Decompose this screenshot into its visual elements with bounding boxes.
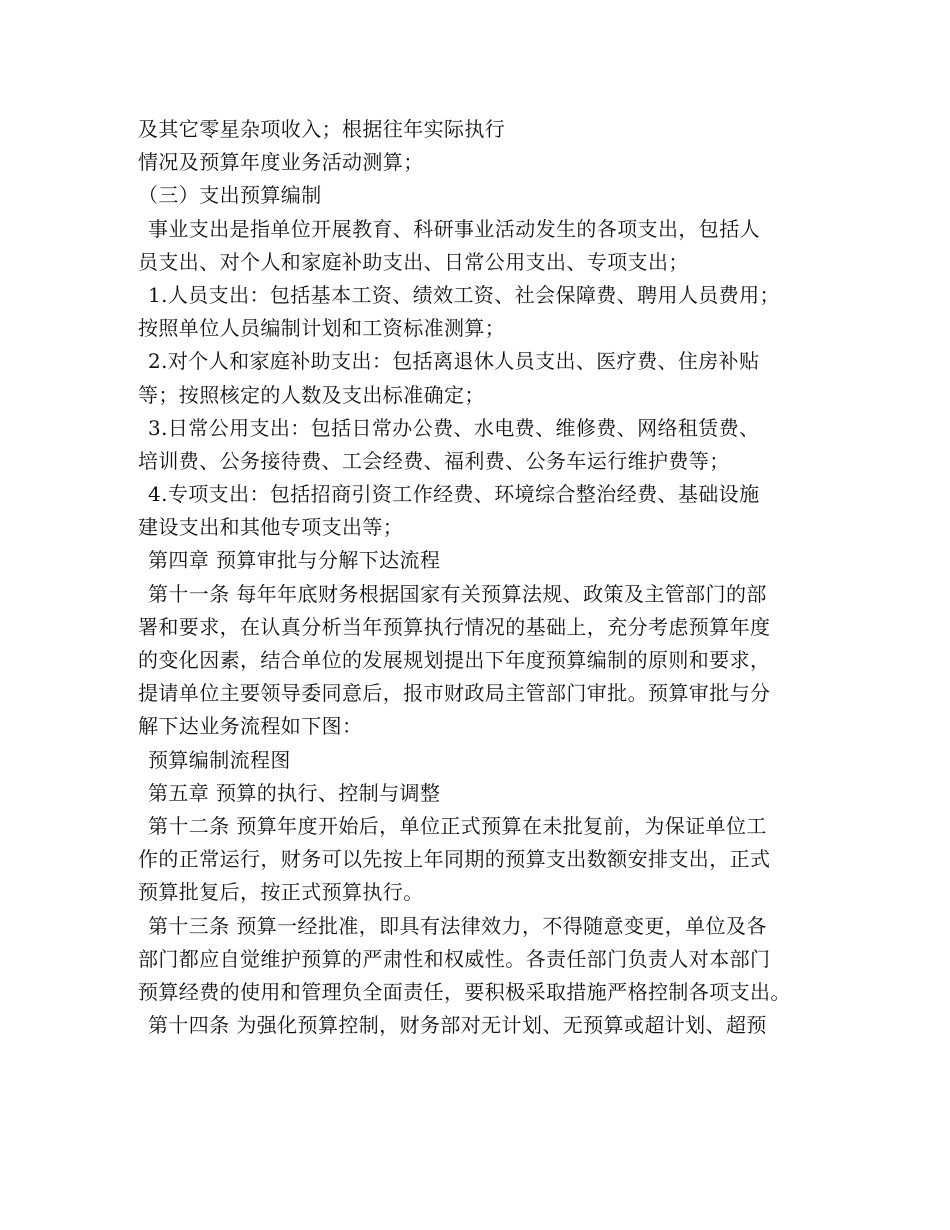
article-text: 第十二条 预算年度开始后，单位正式预算在未批复前，为保证单位工 <box>148 813 767 838</box>
list-item-text: 1.人员支出：包括基本工资、绩效工资、社会保障费、聘用人员费用； <box>148 282 780 307</box>
text-line: 解下达业务流程如下图： <box>138 714 363 739</box>
text-line: 建设支出和其他专项支出等； <box>138 515 404 540</box>
text-line: 等；按照核定的人数及支出标准确定； <box>138 382 485 407</box>
chapter-heading: 第四章 预算审批与分解下达流程 <box>148 548 441 573</box>
text-line: 及其它零星杂项收入；根据往年实际执行 <box>138 117 506 141</box>
text-line: 员支出、对个人和家庭补助支出、日常公用支出、专项支出； <box>138 249 689 274</box>
text-line: 预算批复后，按正式预算执行。 <box>138 880 424 905</box>
list-item-text: 4.专项支出：包括招商引资工作经费、环境综合整治经费、基础设施 <box>148 482 760 507</box>
list-item-text: 3.日常公用支出：包括日常办公费、水电费、维修费、网络租赁费、 <box>148 415 760 440</box>
text-line: 的变化因素，结合单位的发展规划提出下年度预算编制的原则和要求， <box>138 648 771 672</box>
text-line: 情况及预算年度业务活动测算； <box>138 150 424 175</box>
section-heading: （三）支出预算编制 <box>138 183 322 208</box>
article-text: 第十一条 每年年底财务根据国家有关预算法规、政策及主管部门的部 <box>148 581 767 606</box>
chapter-heading: 第五章 预算的执行、控制与调整 <box>148 780 441 805</box>
text-line: 提请单位主要领导委同意后，报市财政局主管部门审批。预算审批与分 <box>138 681 771 706</box>
text-line: 按照单位人员编制计划和工资标准测算； <box>138 316 506 341</box>
text-line: 部门都应自觉维护预算的严肃性和权威性。各责任部门负责人对本部门 <box>138 946 771 971</box>
text-line: 署和要求，在认真分析当年预算执行情况的基础上，充分考虑预算年度 <box>138 614 771 639</box>
document-body <box>138 113 828 1042</box>
text-line: 预算经费的使用和管理负全面责任，要积极采取措施严格控制各项支出。 <box>138 979 791 1004</box>
text-line: 事业支出是指单位开展教育、科研事业活动发生的各项支出，包括人 <box>148 216 760 241</box>
article-text: 第十三条 预算一经批准，即具有法律效力，不得随意变更，单位及各 <box>148 913 767 938</box>
article-text: 第十四条 为强化预算控制，财务部对无计划、无预算或超计划、超预 <box>148 1013 767 1038</box>
figure-caption: 预算编制流程图 <box>148 747 291 772</box>
list-item-text: 2.对个人和家庭补助支出：包括离退休人员支出、医疗费、住房补贴 <box>148 349 760 374</box>
text-line: 培训费、公务接待费、工会经费、福利费、公务车运行维护费等； <box>138 448 730 473</box>
text-line: 作的正常运行，财务可以先按上年同期的预算支出数额安排支出，正式 <box>138 847 771 872</box>
